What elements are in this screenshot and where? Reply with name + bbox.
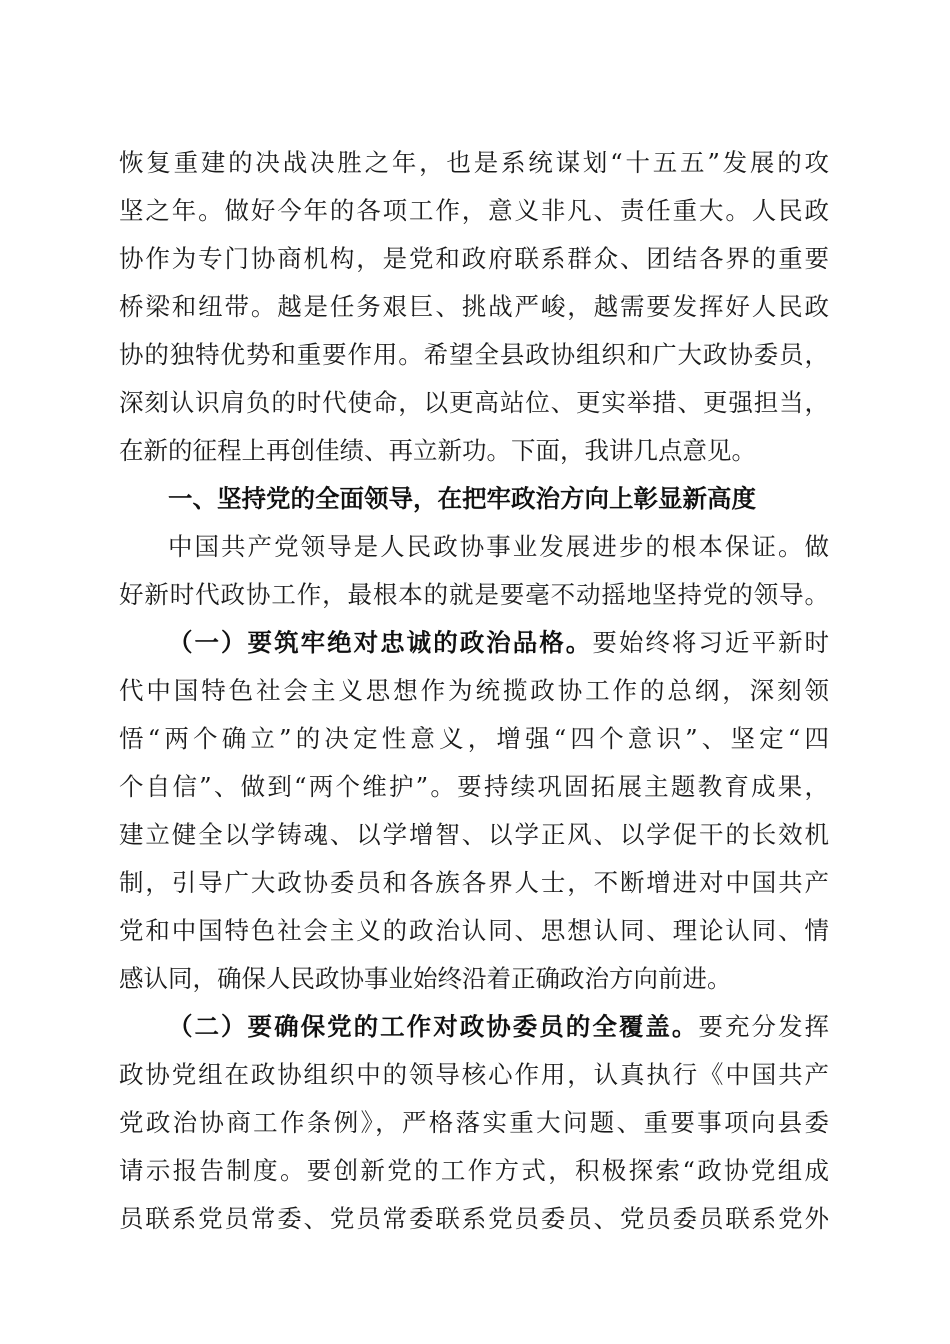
paragraph-line: 好新时代政协工作，最根本的就是要毫不动摇地坚持党的领导。 bbox=[119, 580, 829, 609]
paragraph-line: 深刻认识肩负的时代使命，以更高站位、更实举措、更强担当， bbox=[119, 388, 829, 417]
section-heading: 一、坚持党的全面领导，在把牢政治方向上彰显新高度 bbox=[168, 484, 756, 513]
paragraph-line bbox=[168, 1004, 829, 1049]
paragraph-line: 政协党组在政协组织中的领导核心作用，认真执行《中国共产 bbox=[119, 1060, 829, 1089]
paragraph-line bbox=[168, 620, 829, 665]
paragraph-line: 党和中国特色社会主义的政治认同、思想认同、理论认同、情 bbox=[119, 916, 829, 945]
subsection-lead: （二）要确保党的工作对政协委员的全覆盖。 bbox=[168, 1012, 699, 1041]
paragraph-line: 坚之年。做好今年的各项工作，意义非凡、责任重大。人民政 bbox=[119, 196, 829, 225]
paragraph-line: 恢复重建的决战决胜之年，也是系统谋划“十五五”发展的攻 bbox=[119, 148, 829, 177]
paragraph-line: 个自信”、做到“两个维护”。要持续巩固拓展主题教育成果， bbox=[119, 772, 829, 801]
paragraph-line: 中国共产党领导是人民政协事业发展进步的根本保证。做 bbox=[168, 532, 829, 561]
subsection-text: 要充分发挥 bbox=[698, 1012, 829, 1041]
paragraph-line: 党政治协商工作条例》，严格落实重大问题、重要事项向县委 bbox=[119, 1108, 829, 1137]
paragraph-line: 桥梁和纽带。越是任务艰巨、挑战严峻，越需要发挥好人民政 bbox=[119, 292, 829, 321]
paragraph-line: 制，引导广大政协委员和各族各界人士，不断增进对中国共产 bbox=[119, 868, 829, 897]
paragraph-line: 建立健全以学铸魂、以学增智、以学正风、以学促干的长效机 bbox=[119, 820, 829, 849]
paragraph-line: 在新的征程上再创佳绩、再立新功。下面，我讲几点意见。 bbox=[119, 436, 756, 465]
paragraph-line: 悟“两个确立”的决定性意义，增强“四个意识”、坚定“四 bbox=[119, 724, 829, 753]
paragraph-line: 员联系党员常委、党员常委联系党员委员、党员委员联系党外 bbox=[119, 1204, 829, 1233]
paragraph-line: 代中国特色社会主义思想作为统揽政协工作的总纲，深刻领 bbox=[119, 676, 829, 705]
subsection-lead: （一）要筑牢绝对忠诚的政治品格。 bbox=[168, 628, 593, 657]
paragraph-line: 感认同，确保人民政协事业始终沿着正确政治方向前进。 bbox=[119, 964, 732, 993]
paragraph-line: 请示报告制度。要创新党的工作方式，积极探索“政协党组成 bbox=[119, 1156, 829, 1185]
paragraph-line: 协作为专门协商机构，是党和政府联系群众、团结各界的重要 bbox=[119, 244, 829, 273]
subsection-text: 要始终将习近平新时 bbox=[592, 628, 829, 657]
paragraph-line: 协的独特优势和重要作用。希望全县政协组织和广大政协委员， bbox=[119, 340, 829, 369]
